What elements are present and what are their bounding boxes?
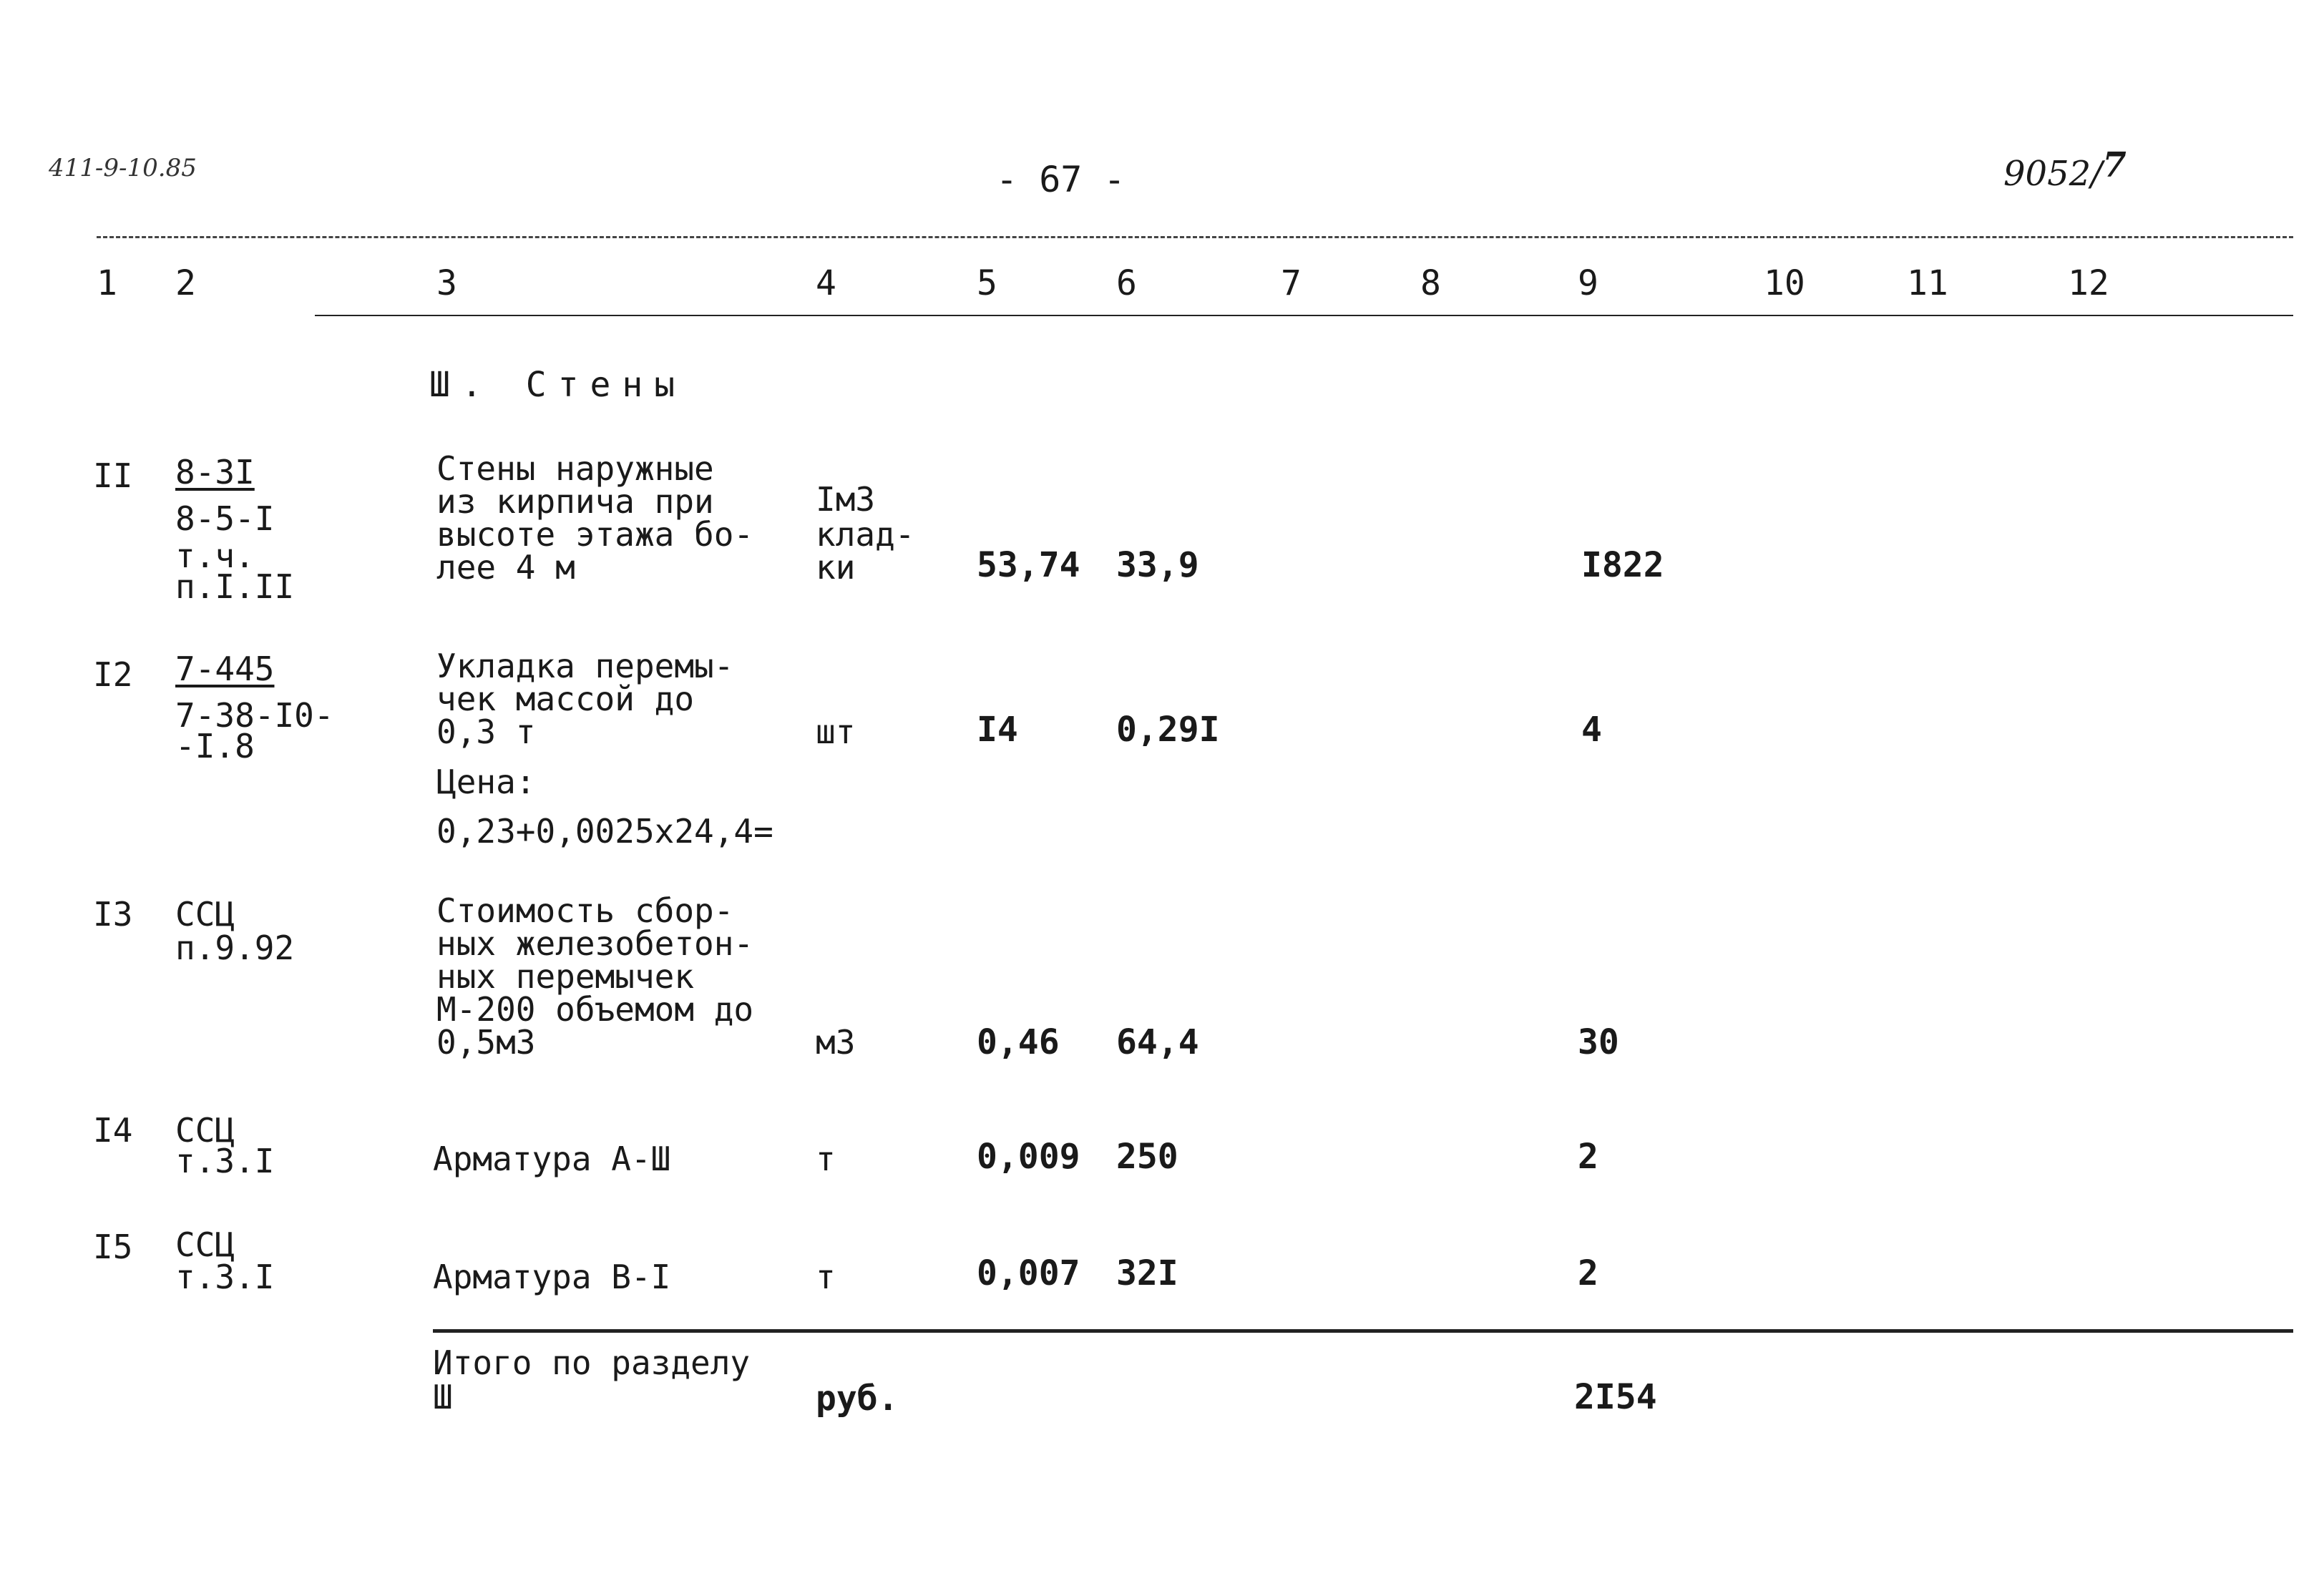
row-number: I5 xyxy=(93,1228,133,1266)
row-description-line: 0,3 т xyxy=(436,713,536,751)
column-header-4: 4 xyxy=(816,263,836,303)
row-description-line: лее 4 м xyxy=(436,548,575,587)
row-number: I2 xyxy=(93,655,133,694)
section-title: Ш. Стены xyxy=(429,365,687,405)
row-description-line: чек массой до xyxy=(436,680,695,718)
row-description-line: ных перемычек xyxy=(436,957,695,996)
document-sheet-number: 7 xyxy=(2102,145,2127,185)
document-stamp: 411-9-10.85 xyxy=(49,154,197,182)
column-header-11: 11 xyxy=(1907,263,1948,303)
document-number xyxy=(2003,145,2127,194)
column-header-10: 10 xyxy=(1764,263,1805,303)
summary-label-line: Итого по разделу xyxy=(433,1343,751,1382)
row-code-line: п.I.II xyxy=(175,567,295,606)
header-bottom-rule xyxy=(315,315,2293,316)
row-total-cost: 2 xyxy=(1578,1137,1598,1177)
row-total-cost: 2 xyxy=(1578,1253,1598,1293)
row-quantity: 0,007 xyxy=(977,1253,1080,1293)
row-quantity: 53,74 xyxy=(977,545,1080,585)
row-quantity: I4 xyxy=(977,710,1018,750)
row-description-line: ных железобетон- xyxy=(436,924,754,963)
row-quantity: 0,46 xyxy=(977,1022,1060,1062)
row-number: I4 xyxy=(93,1111,133,1150)
row-code-line: ССЦ xyxy=(175,1225,235,1264)
row-unit-line: шт xyxy=(816,713,856,751)
column-header-1: 1 xyxy=(97,263,117,303)
row-unit-price: 64,4 xyxy=(1116,1022,1199,1062)
row-code-line: п.9.92 xyxy=(175,929,295,967)
column-header-9: 9 xyxy=(1578,263,1598,303)
row-unit-line: ки xyxy=(816,548,856,587)
column-header-5: 5 xyxy=(977,263,997,303)
row-unit-price: 250 xyxy=(1116,1137,1178,1177)
row-unit-price: 32I xyxy=(1116,1253,1178,1293)
row-description-line: из кирпича при xyxy=(436,482,714,521)
row-code-line: 8-5-I xyxy=(175,499,275,538)
row-unit-line: Iм3 xyxy=(816,480,876,519)
row-code-line: т.ч. xyxy=(175,537,255,575)
row-code-main: 8-3I xyxy=(175,453,255,491)
column-header-8: 8 xyxy=(1420,263,1441,303)
row-unit-price: 0,29I xyxy=(1116,710,1220,750)
header-top-rule xyxy=(97,236,2293,238)
row-unit-line: т xyxy=(816,1140,836,1178)
row-description-line: Арматура В-I xyxy=(433,1258,671,1296)
column-header-12: 12 xyxy=(2068,263,2109,303)
row-unit-line: клад- xyxy=(816,515,915,554)
row-price-formula: 0,23+0,0025x24,4= xyxy=(436,812,773,851)
row-code-line: т.3.I xyxy=(175,1142,275,1180)
column-header-7: 7 xyxy=(1281,263,1302,303)
summary-label-line: Ш xyxy=(433,1378,453,1416)
row-description-line: Стоимость сбор- xyxy=(436,891,734,930)
row-unit-price: 33,9 xyxy=(1116,545,1199,585)
summary-unit: руб. xyxy=(816,1379,899,1419)
row-description-line: М-200 объемом до xyxy=(436,990,754,1029)
page-number: - 67 - xyxy=(996,159,1126,200)
row-description-line: высоте этажа бо- xyxy=(436,515,754,554)
row-code-line: -I.8 xyxy=(175,727,255,765)
summary-rule xyxy=(433,1329,2293,1333)
column-header-6: 6 xyxy=(1116,263,1137,303)
row-quantity: 0,009 xyxy=(977,1137,1080,1177)
row-code-line: ССЦ xyxy=(175,895,235,934)
row-code-line: т.3.I xyxy=(175,1258,275,1296)
row-unit-line: т xyxy=(816,1258,836,1296)
row-total-cost: 4 xyxy=(1581,710,1602,750)
column-header-3: 3 xyxy=(436,263,457,303)
row-number: I3 xyxy=(93,895,133,934)
row-code-line: 7-38-I0- xyxy=(175,696,334,735)
column-header-2: 2 xyxy=(175,263,196,303)
row-total-cost: I822 xyxy=(1581,545,1664,585)
row-code-main: 7-445 xyxy=(175,650,275,688)
row-number: II xyxy=(93,456,133,495)
row-price-note-label: Цена: xyxy=(436,763,536,801)
row-description-line: 0,5м3 xyxy=(436,1023,536,1062)
row-code-line: ССЦ xyxy=(175,1111,235,1150)
row-total-cost: 30 xyxy=(1578,1022,1619,1062)
document-number-main: 9052/ xyxy=(2003,154,2103,194)
summary-total: 2I54 xyxy=(1574,1377,1657,1417)
row-unit-line: м3 xyxy=(816,1023,856,1062)
row-description-line: Арматура А-Ш xyxy=(433,1140,671,1178)
row-description-line: Стены наружные xyxy=(436,449,714,488)
row-description-line: Укладка перемы- xyxy=(436,647,734,685)
